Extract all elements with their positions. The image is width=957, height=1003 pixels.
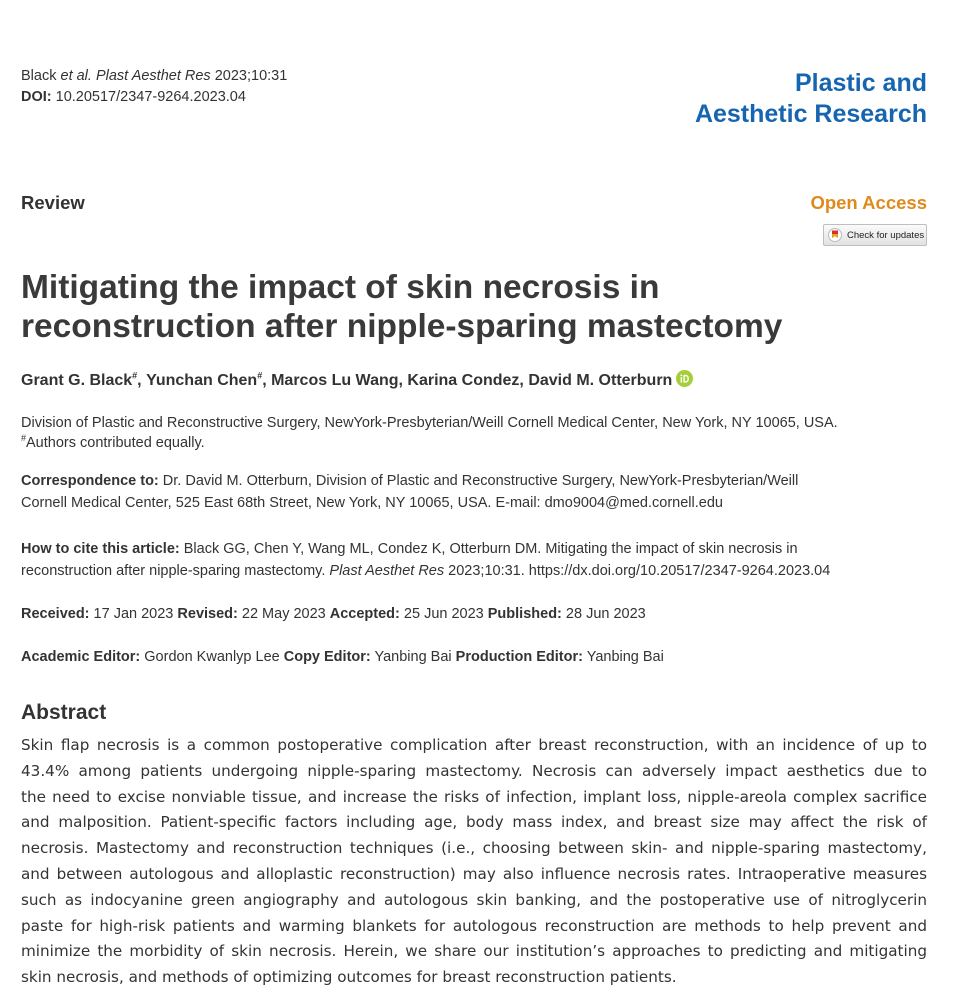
received-date: 17 Jan 2023 <box>93 606 174 622</box>
citation-journal: Plast Aesthet Res <box>95 68 211 84</box>
academic-editor: Gordon Kwanlyp Lee <box>144 649 280 665</box>
author-name[interactable]: David M. Otterburn <box>528 372 673 389</box>
author-name[interactable]: Grant G. Black# <box>21 370 138 389</box>
citation-year-volume: 2023;10:31 <box>214 68 288 84</box>
how-to-cite-line1: Black GG, Chen Y, Wang ML, Condez K, Otterburn DM. Mitigating the impact of skin necrosis in <box>183 541 798 557</box>
author-name[interactable]: Marcos Lu Wang <box>271 372 399 389</box>
abstract-heading: Abstract <box>21 701 107 724</box>
open-access-label: Open Access <box>810 192 927 213</box>
copy-editor-label: Copy Editor: <box>283 649 371 665</box>
author-list: Grant G. Black# , Yunchan Chen# , Marcos Lu Wang , Karina Condez , David M. Otterburn <box>21 372 693 390</box>
doi-line <box>21 87 246 108</box>
abstract-line: the need to excise nonviable tissue, and increase the risks of infection, implant loss, nipple-areola complex sacrifice <box>21 787 927 806</box>
article-title-line1: Mitigating the impact of skin necrosis in <box>21 269 660 306</box>
copy-editor: Yanbing Bai <box>374 649 452 665</box>
abstract-line: Skin flap necrosis is a common postoperative complication after breast reconstruction, with an incidence of up to <box>21 736 927 754</box>
affiliation: Division of Plastic and Reconstructive Surgery, NewYork-Presbyterian/Weill Cornell Medical Center, New York, NY 10065, USA. <box>21 415 838 431</box>
running-citation <box>21 66 287 87</box>
how-to-cite <box>21 538 927 582</box>
orcid-icon[interactable] <box>676 370 693 387</box>
article-type: Review <box>21 192 85 213</box>
citation-author: Black <box>21 68 57 84</box>
equal-contribution-note: #Authors contributed equally. <box>21 433 205 451</box>
editors <box>21 647 664 668</box>
journal-name-line1: Plastic and <box>795 69 927 97</box>
check-for-updates-label: Check for updates <box>847 229 925 241</box>
received-label: Received: <box>21 606 90 622</box>
abstract-body <box>21 733 927 991</box>
how-to-cite-journal: Plast Aesthet Res <box>329 563 445 579</box>
check-for-updates-button[interactable] <box>823 224 927 246</box>
abstract-line: skin necrosis, and methods of optimizing outcomes for breast reconstruction patients. <box>21 968 677 987</box>
academic-editor-label: Academic Editor: <box>21 649 141 665</box>
correspondence <box>21 470 927 514</box>
how-to-cite-line2: reconstruction after nipple-sparing mastectomy. <box>21 563 326 579</box>
doi-label: DOI: <box>21 89 52 105</box>
correspondence-label: Correspondence to: <box>21 473 159 489</box>
article-dates <box>21 604 646 625</box>
journal-name-line2: Aesthetic Research <box>694 100 927 128</box>
published-date: 28 Jun 2023 <box>565 606 646 622</box>
crossmark-icon <box>828 228 842 242</box>
author-name[interactable]: Karina Condez <box>407 372 520 389</box>
revised-label: Revised: <box>177 606 238 622</box>
production-editor: Yanbing Bai <box>586 649 664 665</box>
how-to-cite-label: How to cite this article: <box>21 541 180 557</box>
abstract-line: paste for high-risk patients and warming blankets for autologous reconstruction are methods to help prevent and <box>21 916 927 935</box>
article-title-line2: reconstruction after nipple-sparing mastectomy <box>21 308 783 345</box>
doi-value[interactable]: 10.20517/2347-9264.2023.04 <box>55 89 246 105</box>
abstract-line: and malposition. Patient-specific factors including age, body mass index, and breast size may affect the risk of <box>21 813 927 832</box>
citation-etal: et al. <box>60 68 92 84</box>
journal-name[interactable] <box>695 68 927 130</box>
abstract-line: 43.4% among patients undergoing nipple-sparing mastectomy. Necrosis can adversely impact aesthetics due to <box>21 761 927 780</box>
abstract-line: such as indocyanine green angiography and autologous skin banking, and the postoperative use of nitroglycerin <box>21 890 927 909</box>
production-editor-label: Production Editor: <box>455 649 583 665</box>
abstract-line: necrosis. Mastectomy and reconstruction techniques (i.e., choosing between skin- and nipple-sparing mastectomy, <box>21 839 927 858</box>
how-to-cite-doi[interactable]: 2023;10:31. https://dx.doi.org/10.20517/2347-9264.2023.04 <box>448 563 831 579</box>
article-page <box>21 0 927 1003</box>
author-name[interactable]: Yunchan Chen# <box>146 370 263 389</box>
correspondence-line2: Cornell Medical Center, 525 East 68th Street, New York, NY 10065, USA. E-mail: dmo9004@med.cornell.edu <box>21 495 723 511</box>
published-label: Published: <box>487 606 562 622</box>
abstract-line: and between autologous and alloplastic reconstruction) may also influence necrosis rates. Intraoperative measures <box>21 864 927 883</box>
article-title <box>21 268 921 346</box>
accepted-date: 25 Jun 2023 <box>403 606 484 622</box>
abstract-line: minimize the morbidity of skin necrosis. Herein, we share our institution’s approaches to predicting and mitigating <box>21 942 927 961</box>
accepted-label: Accepted: <box>329 606 400 622</box>
revised-date: 22 May 2023 <box>241 606 326 622</box>
correspondence-line1: Dr. David M. Otterburn, Division of Plastic and Reconstructive Surgery, NewYork-Presbyterian/Weill <box>162 473 799 489</box>
